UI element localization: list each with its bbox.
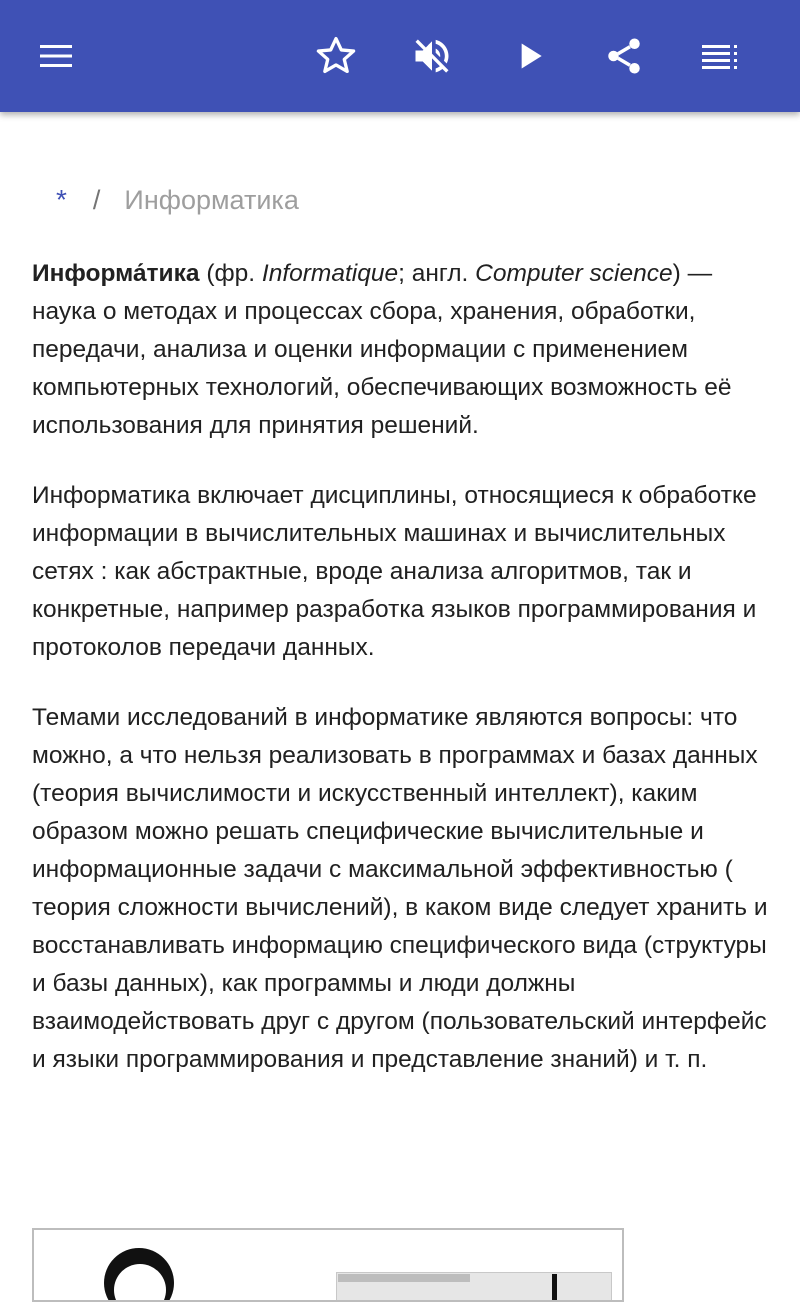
article-term: Информа́тика <box>32 260 200 287</box>
breadcrumb <box>56 180 299 220</box>
menu-button[interactable] <box>16 16 96 96</box>
text-span: ; англ. <box>398 260 476 287</box>
text-span: (фр. <box>199 260 262 287</box>
play-icon <box>510 36 550 76</box>
bookmark-button[interactable] <box>296 16 376 96</box>
breadcrumb-root-link[interactable]: * <box>56 184 67 215</box>
article-paragraph-1 <box>32 255 772 445</box>
list-icon <box>700 36 740 76</box>
image-mark <box>552 1274 557 1302</box>
breadcrumb-separator: / <box>92 185 101 215</box>
share-icon <box>603 35 645 77</box>
volume-off-icon <box>410 34 454 78</box>
text-span: ) — наука о методах и процессах сбора, хранения, обработки, передачи, анализа и оценки информации с применением компьютерных технологий, обеспечивающих возможность её использования для принятия решений. <box>32 260 732 439</box>
share-button[interactable] <box>584 16 664 96</box>
star-icon <box>314 34 358 78</box>
play-button[interactable] <box>490 16 570 96</box>
breadcrumb-current: Информатика <box>124 185 299 215</box>
app-toolbar <box>0 0 800 112</box>
article-paragraph-3: Темами исследований в информатике являются вопросы: что можно, а что нельзя реализовать в программах и базах данных (теория вычислимости и искусственный интеллект), каким образом можно решать специфические вычислительные и информационные задачи с максимальной эффективностью ( теория сложности вычислений), в каком виде следует хранить и восстанавливать информацию специфического вида (структуры и базы данных), как программы и люди должны взаимодействовать друг с другом (пользовательский интерфейс и языки программирования и представление знаний) и т. п. <box>32 704 768 1073</box>
english-term: Computer science <box>475 260 673 287</box>
sound-toggle-button[interactable] <box>392 16 472 96</box>
article-image[interactable] <box>32 1228 624 1302</box>
article-body <box>32 255 772 1111</box>
article-paragraph-2: Информатика включает дисциплины, относящиеся к обработке информации в вычислительных машинах и вычислительных сетях : как абстрактные, вроде анализа алгоритмов, так и конкретные, например разработка языков программирования и протоколов передачи данных. <box>32 482 757 661</box>
french-term: Informatique <box>261 260 399 287</box>
table-of-contents-button[interactable] <box>680 16 760 96</box>
menu-icon <box>36 36 76 76</box>
image-panel-bar <box>338 1274 470 1282</box>
